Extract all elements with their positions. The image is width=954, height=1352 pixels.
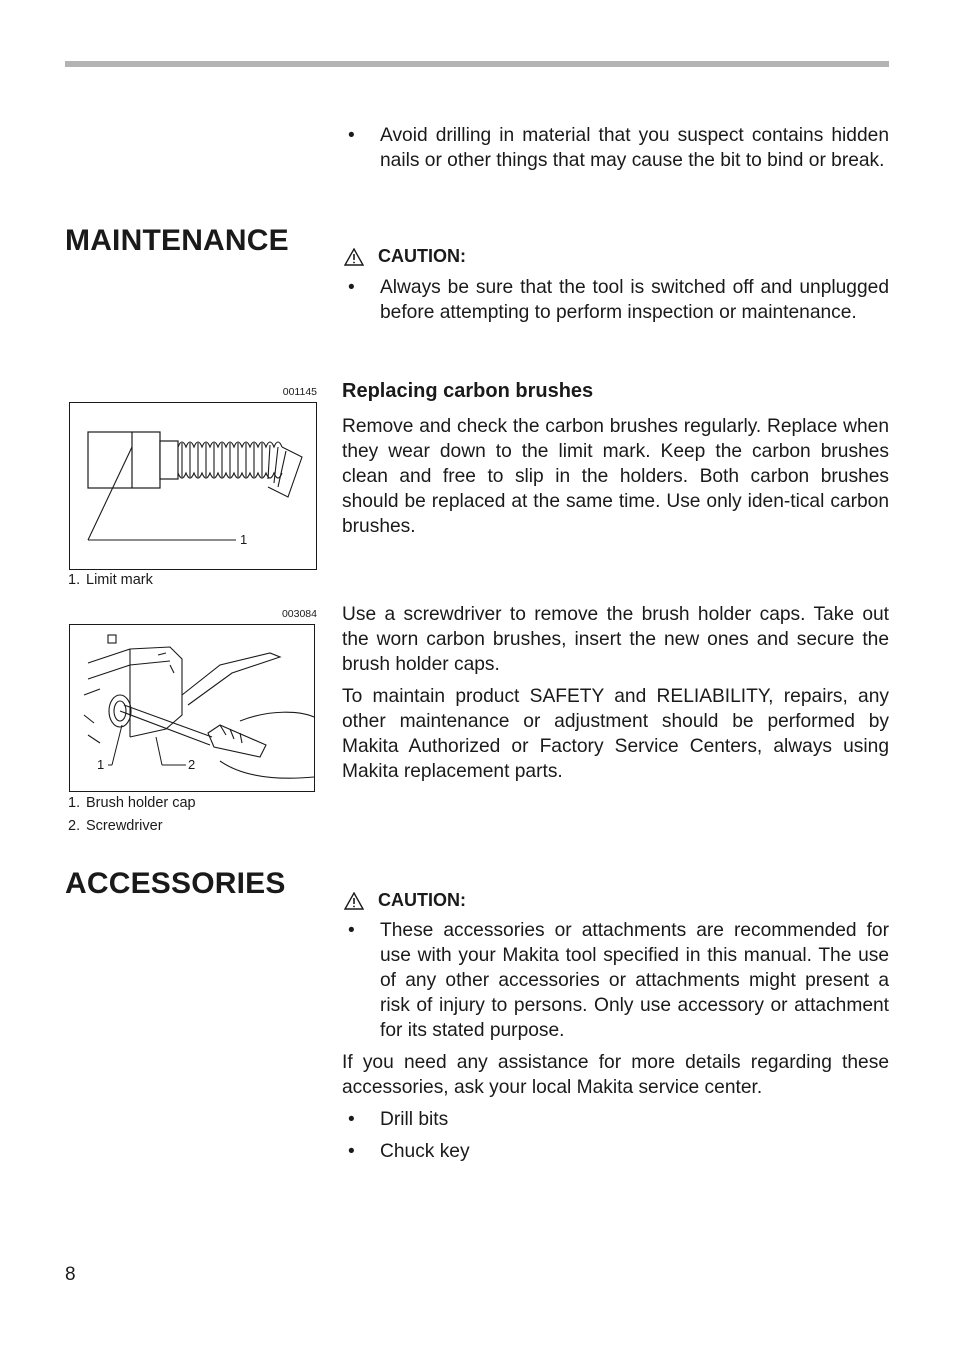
brush-holder-figure [69,624,315,792]
warning-triangle-icon [344,248,364,266]
caution-label: CAUTION: [378,890,466,910]
accessories-caution-bullet [342,918,889,1043]
carbon-brush-figure [69,402,317,570]
caption-number: 1. [68,795,81,811]
figure1-callout: 1 [240,532,248,547]
brush-holder-illustration [70,625,314,791]
accessories-heading: ACCESSORIES [65,867,286,900]
accessories-caution [344,890,466,911]
intro-bullet [342,123,889,173]
replacing-brushes-subheading: Replacing carbon brushes [342,380,594,402]
carbon-brush-illustration [70,403,316,569]
figure2-caption-1 [68,795,196,811]
maintenance-caution-bullet [342,275,889,325]
figure2-callout-1: 1 [97,757,105,772]
maintenance-paragraph-1: Remove and check the carbon brushes regularly. Replace when they wear down to the limit mark. Keep the carbon brushes clean and free to slip in the holders. Both carbon brushes should be replaced at the same time. Use only iden-tical carbon brushes. [342,416,889,537]
accessory-item-text: Chuck key [380,1141,470,1162]
accessory-item-text: Drill bits [380,1109,449,1130]
figure-code: 003084 [281,608,317,620]
maintenance-paragraph-2: Use a screwdriver to remove the brush holder caps. Take out the worn carbon brushes, insert the new ones and secure the brush holder caps. [342,604,889,675]
intro-bullet-text: Avoid drilling in material that you suspect contains hidden nails or other things that may cause the bit to bind or break. [380,125,889,171]
bullet-dot: • [348,277,355,298]
figure2-callout-2: 2 [188,757,196,772]
accessories-caution-text: These accessories or attachments are recommended for use with your Makita tool specified in this manual. The use of any other accessories or attachments might present a risk of injury to persons. Only use accessory or attachment for its stated purpose. [380,920,889,1041]
warning-triangle-icon [344,892,364,910]
maintenance-caution [344,246,466,267]
caption-text: Screwdriver [86,818,163,834]
bullet-dot: • [348,1141,355,1162]
page-number: 8 [65,1264,76,1285]
caption-number: 1. [68,572,81,588]
caption-number: 2. [68,818,81,834]
caption-text: Limit mark [86,572,153,588]
figure2-caption-2 [68,818,163,834]
header-rule [65,61,889,67]
bullet-dot: • [348,125,355,146]
accessory-item [342,1107,889,1132]
bullet-dot: • [348,920,355,941]
caption-text: Brush holder cap [86,795,196,811]
maintenance-caution-text: Always be sure that the tool is switched off and unplugged before attempting to perform inspection or maintenance. [380,277,889,323]
accessories-paragraph: If you need any assistance for more details regarding these accessories, ask your local Makita service center. [342,1052,889,1098]
accessory-item [342,1139,889,1164]
figure-code: 001145 [282,386,317,398]
maintenance-heading: MAINTENANCE [65,224,289,257]
caution-label: CAUTION: [378,246,466,266]
bullet-dot: • [348,1109,355,1130]
maintenance-paragraph-3: To maintain product SAFETY and RELIABILITY, repairs, any other maintenance or adjustment should be performed by Makita Authorized or Factory Service Centers, always using Makita replacement parts. [342,686,889,782]
figure1-caption [68,572,153,588]
